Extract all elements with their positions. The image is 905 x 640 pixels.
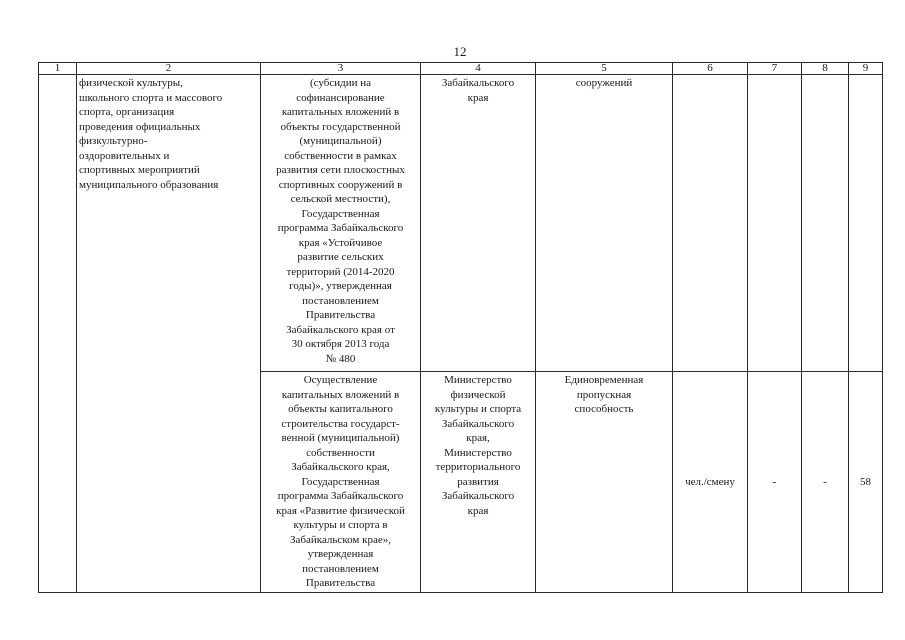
column-header: 8 — [802, 63, 849, 75]
table-row — [39, 75, 883, 372]
cell-value: - — [802, 372, 849, 593]
cell-responsible-body: Забайкальского края — [421, 75, 536, 372]
cell-unit: чел./смену — [673, 372, 748, 593]
cell-unit — [673, 75, 748, 372]
cell-indicator: сооружений — [536, 75, 673, 372]
cell-activity-name: физической культуры, школьного спорта и массового спорта, организация проведения официальных физкультурно- оздоровительных и спортивных мероприятий муниципального образования — [77, 75, 261, 593]
cell-value: 58 — [849, 372, 883, 593]
column-number-row — [39, 63, 883, 75]
cell-funding-source: Осуществление капитальных вложений в объекты капитального строительства государст- венной (муниципальной) собственности Забайкальского края, Государственная программа Забайкальского края «Развитие физической культуры и спорта в Забайкальском крае», утвержденная постановлением Правительства — [261, 372, 421, 593]
column-header: 3 — [261, 63, 421, 75]
cell-value — [849, 75, 883, 372]
program-table — [38, 62, 883, 593]
cell-value — [802, 75, 849, 372]
column-header: 9 — [849, 63, 883, 75]
cell-indicator: Единовременная пропускная способность — [536, 372, 673, 593]
cell-value — [748, 75, 802, 372]
column-header: 6 — [673, 63, 748, 75]
cell-funding-source: (субсидии на софинансирование капитальных вложений в объекты государственной (муниципальной) собственности в рамках развития сети плоскостных спортивных сооружений в сельской местности), Государственная программа Забайкальского края «Устойчивое развитие сельских территорий (2014-2020 годы)», утвержденная постановлением Правительства Забайкальского края от 30 октября 2013 года № 480 — [261, 75, 421, 372]
column-header: 2 — [77, 63, 261, 75]
cell-responsible-body: Министерство физической культуры и спорта Забайкальского края, Министерство территориального развития Забайкальского края — [421, 372, 536, 593]
page-number: 12 — [453, 44, 467, 59]
cell-row-number — [39, 75, 77, 593]
column-header: 5 — [536, 63, 673, 75]
cell-value: - — [748, 372, 802, 593]
column-header: 1 — [39, 63, 77, 75]
column-header: 7 — [748, 63, 802, 75]
column-header: 4 — [421, 63, 536, 75]
